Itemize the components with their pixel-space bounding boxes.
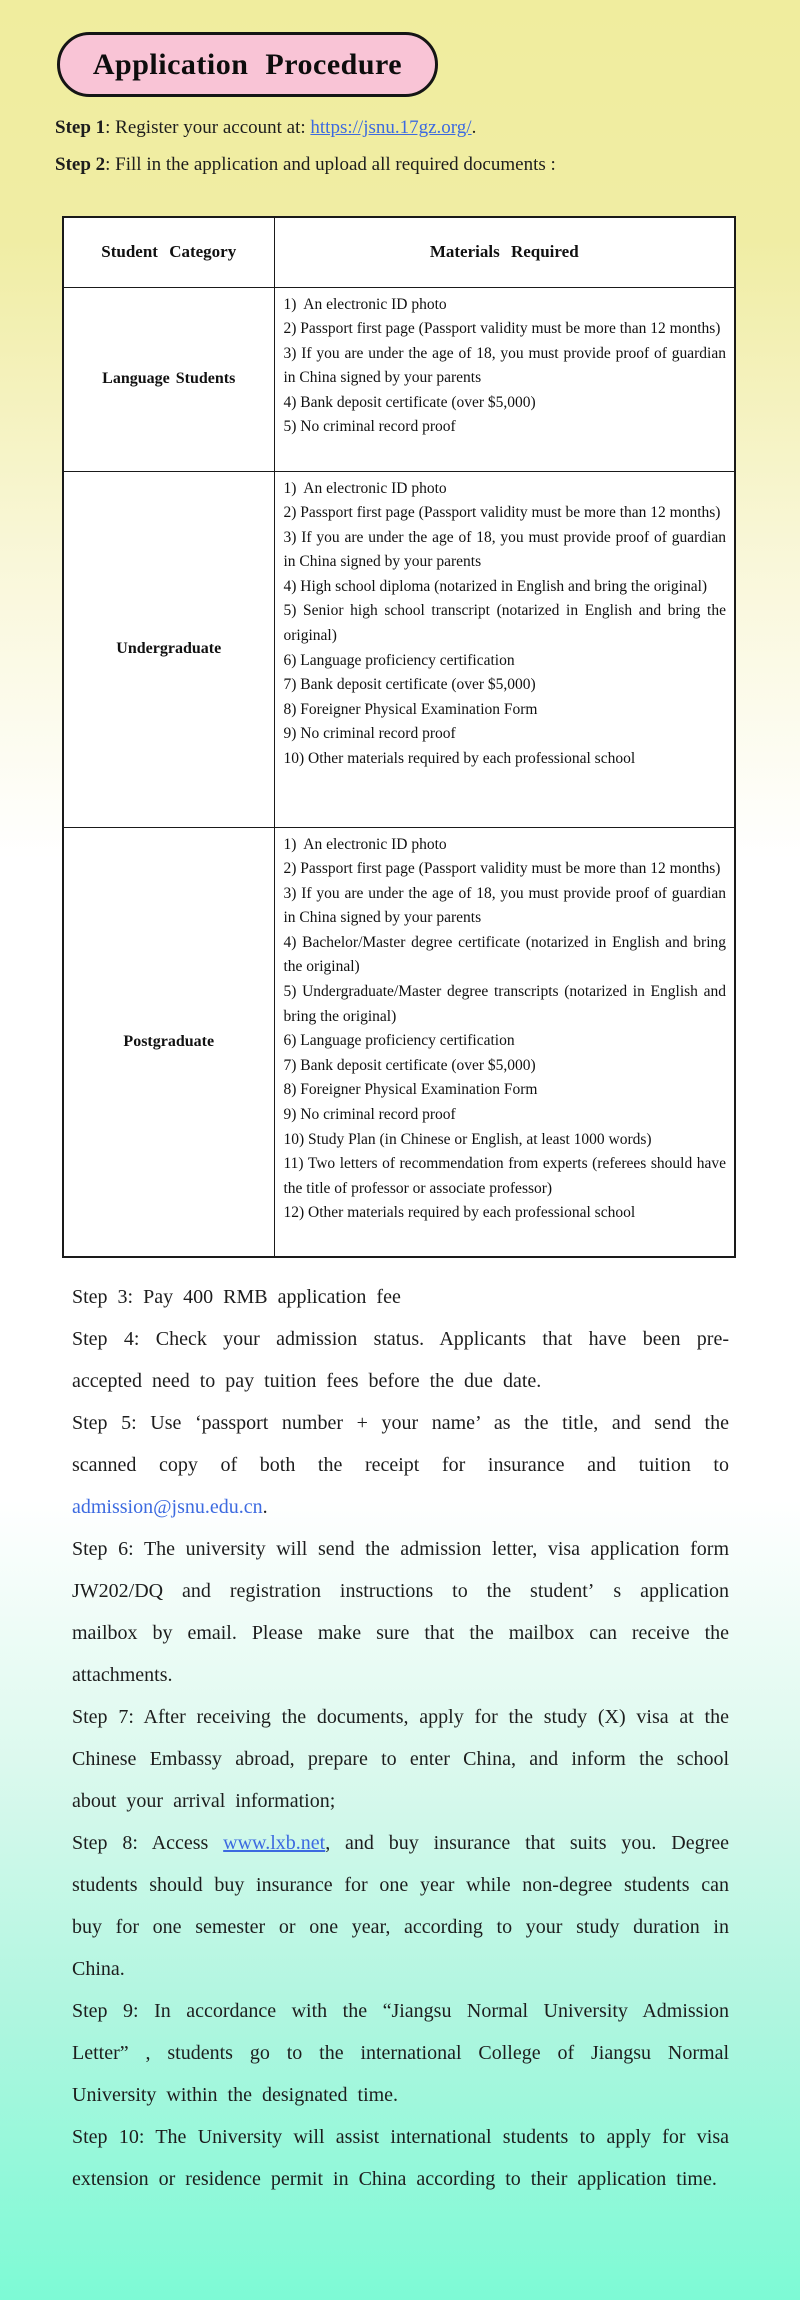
category-undergraduate: Undergraduate (63, 471, 274, 827)
category-language-students: Language Students (63, 287, 274, 471)
header-cell-student-category: Student Category (63, 217, 274, 287)
material-item: 2) Passport first page (Passport validity must be more than 12 months) (283, 504, 721, 522)
materials-language-students (274, 287, 735, 471)
material-item: 2) Passport first page (Passport validity must be more than 12 months) (283, 860, 721, 878)
step-2-text: : Fill in the application and upload all required documents : (105, 154, 556, 175)
table-row (63, 471, 735, 827)
admission-email-link[interactable]: admission@jsnu.edu.cn (72, 1496, 263, 1518)
step-8-paragraph (72, 1822, 729, 1990)
table-header-row (63, 217, 735, 287)
step-1-label: Step 1 (55, 117, 106, 138)
material-item: 5) No criminal record proof (283, 418, 456, 436)
registration-link[interactable]: https://jsnu.17gz.org/ (310, 117, 472, 138)
step-1-line (55, 109, 760, 146)
step-6-paragraph: Step 6: The university will send the admission letter, visa application form JW202/DQ and registration instructions to the student’ s application mailbox by email. Please make sure that the mailbox can receive the attachments. (72, 1538, 729, 1686)
material-item: 4) Bachelor/Master degree certificate (notarized in English and bring the original) (283, 933, 726, 976)
step-3-paragraph: Step 3: Pay 400 RMB application fee (72, 1286, 401, 1308)
material-item: 7) Bank deposit certificate (over $5,000) (283, 676, 536, 694)
step-8-text: Step 8: Access (72, 1832, 224, 1854)
material-item: 10) Study Plan (in Chinese or English, at least 1000 words) (283, 1130, 652, 1148)
material-item: 10) Other materials required by each professional school (283, 750, 636, 768)
material-item: 6) Language proficiency certification (283, 651, 515, 669)
step-10-paragraph: Step 10: The University will assist international students to apply for visa extension or residence permit in China according to their application time. (72, 2126, 729, 2190)
material-item: 7) Bank deposit certificate (over $5,000) (283, 1056, 536, 1074)
material-item: 3) If you are under the age of 18, you must provide proof of guardian in China signed by your parents (283, 344, 726, 387)
materials-undergraduate (274, 471, 735, 827)
step-5-text: Step 5: Use ‘passport number + your name’ as the title, and send the scanned copy of both the receipt for insurance and tuition to (72, 1412, 729, 1476)
material-item: 8) Foreigner Physical Examination Form (283, 1081, 538, 1099)
material-item: 2) Passport first page (Passport validity must be more than 12 months) (283, 320, 721, 338)
materials-postgraduate (274, 827, 735, 1257)
material-item: 9) No criminal record proof (283, 725, 456, 743)
material-item: 5) Undergraduate/Master degree transcripts (notarized in English and bring the original) (283, 983, 726, 1025)
application-procedure-badge (57, 32, 438, 97)
material-item: 11) Two letters of recommendation from experts (referees should have the title of professor or associate professor) (283, 1155, 726, 1197)
material-item: 1) An electronic ID photo (283, 295, 447, 313)
material-item: 1) An electronic ID photo (283, 835, 447, 853)
step-5-paragraph (72, 1402, 729, 1528)
material-item: 5) Senior high school transcript (notarized in English and bring the original) (283, 602, 726, 645)
material-item: 6) Language proficiency certification (283, 1032, 515, 1050)
category-postgraduate: Postgraduate (63, 827, 274, 1257)
step-4-paragraph: Step 4: Check your admission status. Applicants that have been pre-accepted need to pay tuition fees before the due date. (72, 1328, 729, 1392)
step-7-paragraph: Step 7: After receiving the documents, apply for the study (X) visa at the Chinese Embassy abroad, prepare to enter China, and inform the school about your arrival information; (72, 1706, 729, 1812)
requirements-table (62, 216, 736, 1258)
material-item: 3) If you are under the age of 18, you must provide proof of guardian in China signed by your parents (283, 884, 726, 927)
step-1-text: : Register your account at: (105, 117, 311, 138)
step-8-rest: , and buy insurance that suits you. Degree students should buy insurance for one year while non-degree students can buy for one semester or one year, according to your study duration in China. (72, 1832, 729, 1980)
header-cell-materials-required: Materials Required (274, 217, 735, 287)
material-item: 3) If you are under the age of 18, you must provide proof of guardian in China signed by your parents (283, 528, 726, 571)
badge-label: Application Procedure (92, 47, 403, 81)
material-item: 4) High school diploma (notarized in English and bring the original) (283, 577, 708, 595)
material-item: 12) Other materials required by each professional school (283, 1204, 636, 1222)
step-9-paragraph: Step 9: In accordance with the “Jiangsu Normal University Admission Letter” , students go to the international College of Jiangsu Normal University within the designated time. (72, 2000, 729, 2106)
step-5-period: . (262, 1496, 268, 1518)
table-row (63, 287, 735, 471)
procedure-steps-block (72, 1276, 729, 2200)
step-2-line (55, 146, 760, 183)
material-item: 1) An electronic ID photo (283, 479, 447, 497)
material-item: 4) Bank deposit certificate (over $5,000) (283, 393, 536, 411)
top-steps-block (55, 109, 760, 183)
material-item: 8) Foreigner Physical Examination Form (283, 700, 538, 718)
table-row (63, 827, 735, 1257)
lxb-link[interactable]: www.lxb.net (223, 1832, 326, 1854)
step-2-label: Step 2 (55, 154, 106, 175)
material-item: 9) No criminal record proof (283, 1106, 456, 1124)
step-1-period: . (471, 117, 477, 138)
